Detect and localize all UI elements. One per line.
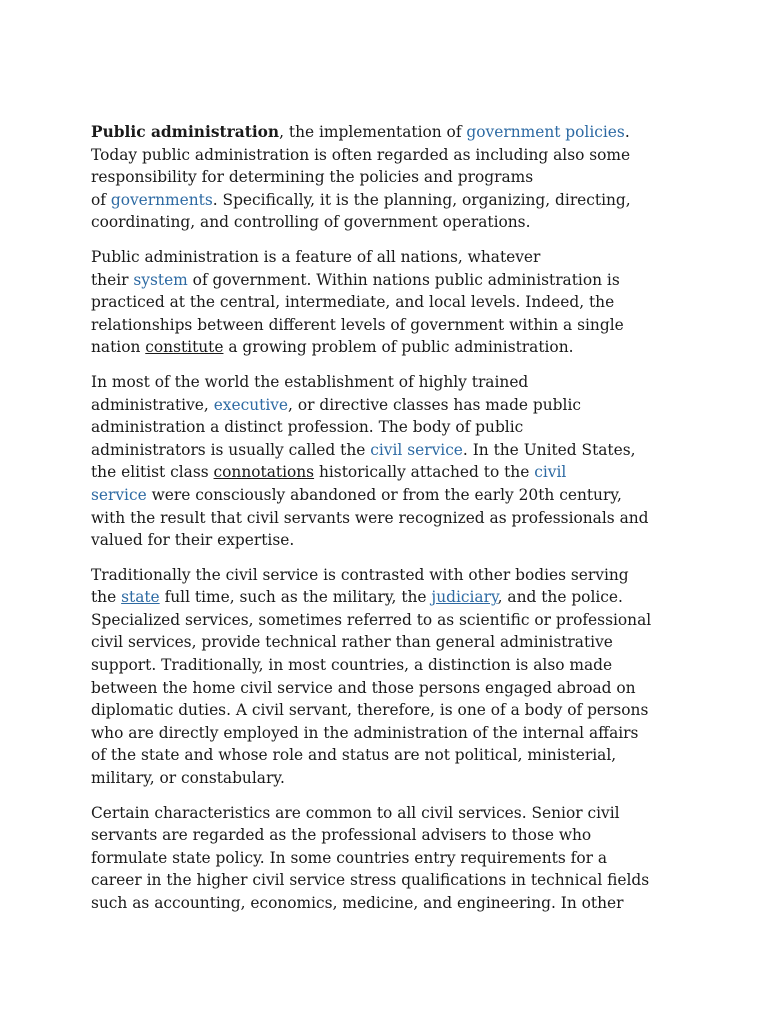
text-span: the: [91, 588, 122, 607]
term-heading: Public administration: [91, 123, 280, 141]
text-line: civil services, provide technical rather than general administrative: [91, 633, 613, 652]
text-line: who are directly employed in the administration of the internal affairs: [91, 723, 639, 742]
text-span: of: [91, 190, 111, 209]
text-line: responsibility for determining the policies and programs: [91, 168, 534, 187]
text-line: relationships between different levels of government within a single: [91, 315, 624, 334]
text-span: the elitist class: [91, 463, 214, 482]
link-executive[interactable]: executive: [213, 395, 289, 414]
text-line: Today public administration is often regarded as including also some: [91, 145, 631, 164]
paragraph-5: [91, 802, 691, 915]
link-constitute[interactable]: constitute: [145, 338, 224, 357]
paragraph-3: [91, 371, 691, 552]
text-line: [91, 586, 691, 609]
text-line: [91, 121, 691, 144]
text-line: diplomatic duties. A civil servant, therefore, is one of a body of persons: [91, 701, 649, 720]
text-span: historically attached to the: [314, 463, 535, 482]
text-line: administration a distinct profession. The body of public: [91, 418, 524, 437]
text-span: a growing problem of public administration.: [223, 338, 574, 357]
text-line: coordinating, and controlling of government operations.: [91, 213, 531, 232]
text-span: their: [91, 270, 134, 289]
text-line: [91, 461, 691, 484]
text-span: , or directive classes has made public: [288, 395, 582, 414]
text-span: , and the police.: [497, 588, 623, 607]
text-span: administrators is usually called the: [91, 440, 371, 459]
text-span: administrative,: [91, 395, 214, 414]
text-line: [91, 484, 691, 507]
text-line: [91, 439, 691, 462]
document-body: [91, 121, 691, 927]
text-line: [91, 336, 691, 359]
text-line: military, or constabulary.: [91, 769, 285, 788]
text-line: of the state and whose role and status are not political, ministerial,: [91, 746, 617, 765]
paragraph-4: [91, 564, 691, 790]
text-line: In most of the world the establishment of highly trained: [91, 372, 529, 391]
text-span: , the implementation of: [279, 123, 467, 141]
link-governments[interactable]: governments: [110, 190, 213, 209]
text-span: were consciously abandoned or from the early 20th century,: [146, 485, 622, 504]
text-span: nation: [91, 338, 146, 357]
text-line: Certain characteristics are common to all civil services. Senior civil: [91, 803, 620, 822]
text-line: formulate state policy. In some countries entry requirements for a: [91, 848, 608, 867]
link-civil-service-part1[interactable]: civil: [534, 463, 567, 482]
text-line: support. Traditionally, in most countries, a distinction is also made: [91, 656, 613, 675]
text-line: valued for their expertise.: [91, 531, 295, 550]
text-line: between the home civil service and those persons engaged abroad on: [91, 678, 636, 697]
link-civil-service-part2[interactable]: service: [91, 485, 147, 504]
text-span: full time, such as the military, the: [159, 588, 432, 607]
text-line: with the result that civil servants were recognized as professionals and: [91, 508, 649, 527]
text-line: servants are regarded as the professional advisers to those who: [91, 826, 592, 845]
text-line: Traditionally the civil service is contrasted with other bodies serving: [91, 565, 629, 584]
text-line: Public administration is a feature of all nations, whatever: [91, 247, 541, 266]
text-line: [91, 189, 691, 212]
text-line: career in the higher civil service stress qualifications in technical fields: [91, 871, 650, 890]
link-government-policies[interactable]: government policies: [466, 123, 625, 141]
link-judiciary[interactable]: judiciary: [431, 588, 498, 607]
text-line: such as accounting, economics, medicine, and engineering. In other: [91, 894, 624, 912]
link-connotations[interactable]: connotations: [213, 463, 315, 482]
text-span: .: [624, 123, 630, 141]
paragraph-2: [91, 246, 691, 359]
link-civil-service[interactable]: civil service: [370, 440, 463, 459]
text-line: practiced at the central, intermediate, and local levels. Indeed, the: [91, 293, 615, 312]
text-span: of government. Within nations public administration is: [187, 270, 620, 289]
link-state[interactable]: state: [121, 588, 160, 607]
text-span: . In the United States,: [462, 440, 636, 459]
text-line: Specialized services, sometimes referred to as scientific or professional: [91, 610, 652, 629]
text-line: [91, 269, 691, 292]
link-system[interactable]: system: [133, 270, 188, 289]
text-line: [91, 394, 691, 417]
text-span: . Specifically, it is the planning, organizing, directing,: [212, 190, 631, 209]
paragraph-1: [91, 121, 691, 234]
